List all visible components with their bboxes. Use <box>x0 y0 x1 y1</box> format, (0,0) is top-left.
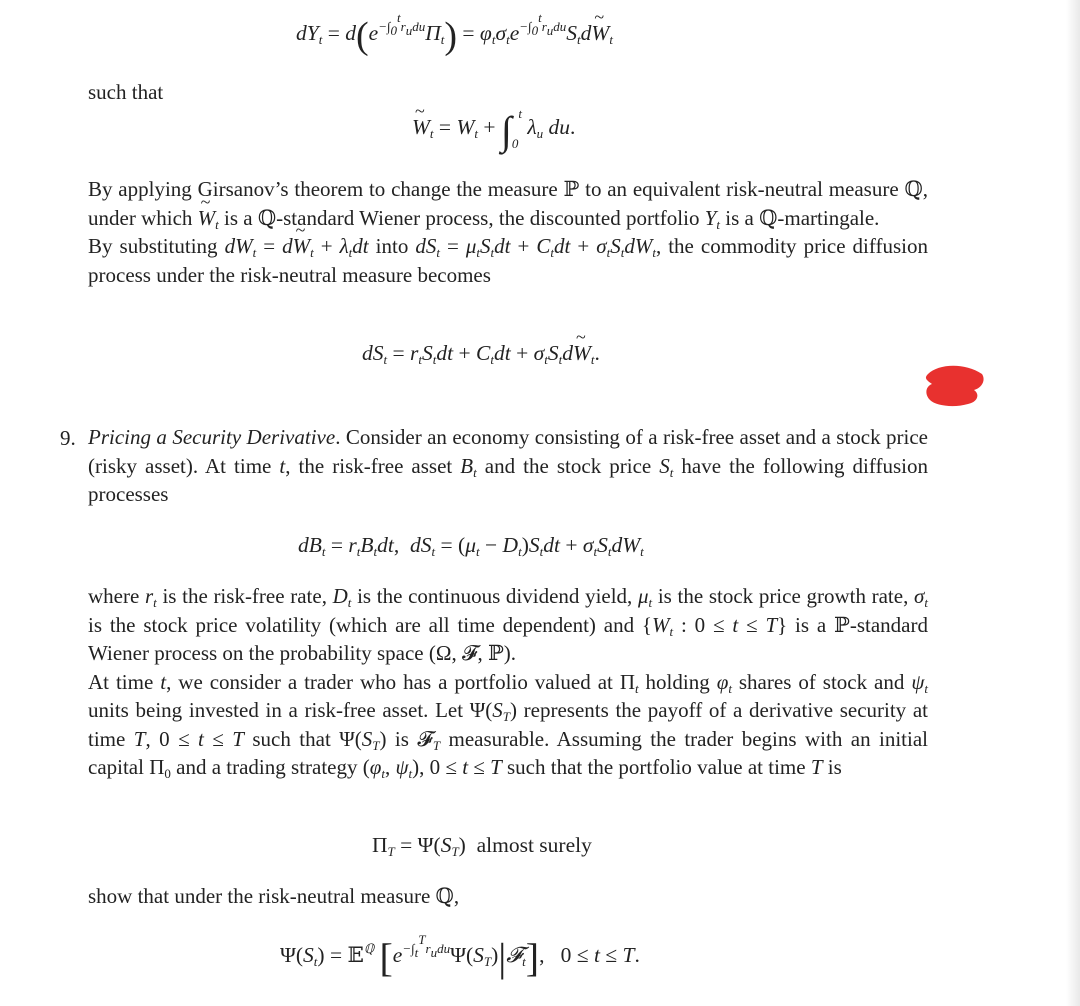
equation-discounted-portfolio: $dY_t = d(e^{-\int_0^tr_udu}\Pi_t)$ = $\varphi_t\sigma_te^{-\int_0^tr_udu}S_td\sim$ $W_t$ <box>296 18 613 51</box>
such-that-label: such that <box>88 80 164 104</box>
equation-girsanov-wiener: ~ $W_t = W_t + \int_0^t$ $\lambda_u$ du. <box>412 112 575 146</box>
show-that-text: show that under the risk-neutral measure ℚ, <box>88 884 460 908</box>
equation-terminal-payoff: $\Pi_T = \Psi(S_T)$ almost surely <box>372 833 592 859</box>
definitions-paragraph: where $r_t$ is the risk-free rate, $D_t$ is the continuous dividend yield, $\mu_t$ is the stock price growth rate, $\sigma_t$ is the stock price volatility (which are all time dependent) and {$W_t$ : 0 ≤ t ≤ T} is a ℙ-standard Wiener process on the probability space (Ω, 𝓕, ℙ). At time t, we consider a trader who has a portfolio valued at $\Pi_t$ holding $\varphi_t$ shares of stock and $\psi_t$ units being invested in a risk-free asset. Let $\Psi(S_T)$ represents the payoff of a derivative security at time T, 0 ≤ t ≤ T such that $\Psi(S_T)$ is 𝓕$_T$ measurable. Assuming the trader begins with an initial capital $\Pi_0$ and a trading strategy ($\varphi_t$, $\psi_t$), 0 ≤ t ≤ T such that the portfolio value at time T is <box>88 584 929 781</box>
page-edge-shadow <box>1066 0 1080 1006</box>
red-redaction-mark <box>924 360 986 410</box>
equation-risk-neutral-diffusion: $dS_t = r_tS_tdt + C_tdt$ + $\sigma_tS_td\sim$ $W_t$. <box>362 338 600 368</box>
item-title: Pricing a Security Derivative <box>88 425 336 449</box>
item-number: 9. <box>60 426 76 450</box>
item-9-intro: Pricing a Security Derivative. Consider an economy consisting of a risk-free asset and a stock price (risky asset). At time t, the risk-free asset $B_t$ and the stock price $S_t$ have the following diffusion processes <box>88 425 928 506</box>
girsanov-paragraph: By applying Girsanov’s theorem to change the measure ℙ to an equivalent risk-neutral measure ℚ, under which ~ $W_t$ is a ℚ-standard Wiener process, the discounted portfolio $Y_t$ is a ℚ-martingale. By substituting $dW_t$ = d~ $W_t + \lambda_tdt$ into $dS_t = \mu_tS_tdt + C_tdt + \sigma_tS_tdW_t$, the commodity price diffusion process under the risk-neutral measure becomes <box>88 175 928 289</box>
almost-surely-label: almost surely <box>476 833 592 857</box>
equation-asset-diffusions: $dB_t = r_tB_tdt$, $dS_t = (\mu_t - D_t)S_tdt + \sigma_tS_tdW_t$ <box>298 533 644 559</box>
equation-pricing-formula: $\Psi(S_t)$ = 𝔼$^ℚ$ $[e^{-\int_t^Tr_udu}\Psi(S_T)|𝓕_t]$, 0 ≤ t ≤ T. <box>280 932 640 980</box>
